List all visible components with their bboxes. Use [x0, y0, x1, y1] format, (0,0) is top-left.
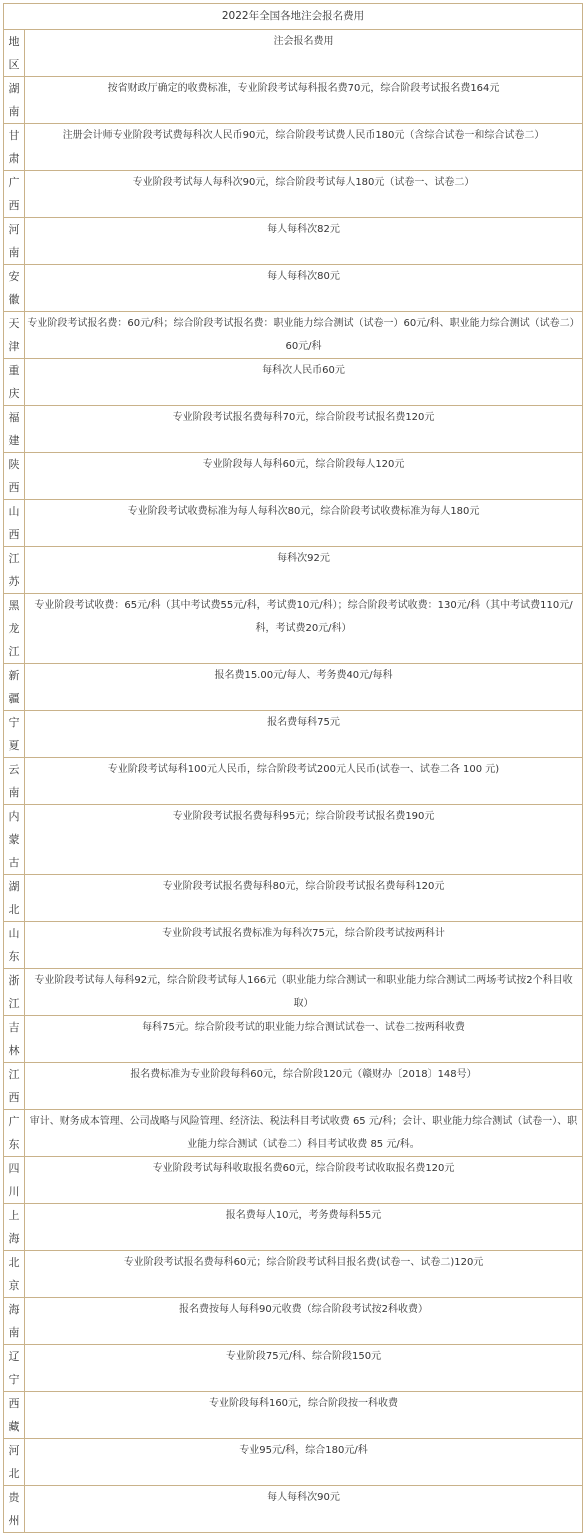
region-cell: 江西: [4, 1063, 25, 1110]
fee-cell: 报名费按每人每科90元收费（综合阶段考试按2科收费）: [25, 1298, 583, 1345]
region-cell: 辽宁: [4, 1345, 25, 1392]
region-cell: 黑龙江: [4, 594, 25, 664]
fee-cell: 报名费每人10元，考务费每科55元: [25, 1204, 583, 1251]
table-row: [4, 1110, 583, 1157]
region-cell: 云南: [4, 758, 25, 805]
fee-cell: 审计、财务成本管理、公司战略与风险管理、经济法、税法科目考试收费 65 元/科；会计、职业能力综合测试（试卷一）、职业能力综合测试（试卷二）科目考试收费 85 元/科。: [25, 1110, 583, 1157]
fee-cell: 专业阶段考试收费：65元/科（其中考试费55元/科，考试费10元/科）；综合阶段考试收费：130元/科（其中考试费110元/科，考试费20元/科）: [25, 594, 583, 664]
table-row: [4, 875, 583, 922]
table-row: [4, 922, 583, 969]
table-row: [4, 265, 583, 312]
region-cell: 浙江: [4, 969, 25, 1016]
fee-cell: 每人每科次90元: [25, 1486, 583, 1533]
region-cell: 西藏: [4, 1392, 25, 1439]
table-row: [4, 1392, 583, 1439]
header-row: [4, 30, 583, 77]
table-row: [4, 547, 583, 594]
fee-cell: 报名费15.00元/每人、考务费40元/每科: [25, 664, 583, 711]
fee-cell: 专业阶段每科160元，综合阶段按一科收费: [25, 1392, 583, 1439]
region-cell: 四川: [4, 1157, 25, 1204]
table-row: [4, 77, 583, 124]
fee-cell: 每科次92元: [25, 547, 583, 594]
region-cell: 河北: [4, 1439, 25, 1486]
table-row: [4, 406, 583, 453]
region-cell: 吉林: [4, 1016, 25, 1063]
region-cell: 北京: [4, 1251, 25, 1298]
table-row: [4, 1439, 583, 1486]
fee-cell: 专业阶段考试每科100元人民币，综合阶段考试200元人民币(试卷一、试卷二各 100 元): [25, 758, 583, 805]
fee-cell: 专业阶段考试报名费每科80元，综合阶段考试报名费每科120元: [25, 875, 583, 922]
region-cell: 广东: [4, 1110, 25, 1157]
region-cell: 陕西: [4, 453, 25, 500]
table-row: [4, 218, 583, 265]
region-cell: 天津: [4, 312, 25, 359]
region-cell: 福建: [4, 406, 25, 453]
table-row: [4, 805, 583, 875]
fee-table: [3, 3, 583, 1533]
header-region: 地区: [4, 30, 25, 77]
fee-cell: 报名费标准为专业阶段每科60元，综合阶段120元（赣财办〔2018〕148号）: [25, 1063, 583, 1110]
table-row: [4, 1486, 583, 1533]
table-row: [4, 171, 583, 218]
table-row: [4, 594, 583, 664]
region-cell: 重庆: [4, 359, 25, 406]
table-row: [4, 1063, 583, 1110]
region-cell: 甘肃: [4, 124, 25, 171]
table-row: [4, 359, 583, 406]
region-cell: 湖北: [4, 875, 25, 922]
fee-cell: 专业阶段考试报名费每科95元；综合阶段考试报名费190元: [25, 805, 583, 875]
region-cell: 新疆: [4, 664, 25, 711]
table-row: [4, 124, 583, 171]
title-row: [4, 4, 583, 30]
fee-cell: 专业阶段考试报名费标准为每科次75元，综合阶段考试按两科计: [25, 922, 583, 969]
fee-cell: 专业阶段考试报名费每科70元，综合阶段考试报名费120元: [25, 406, 583, 453]
table-row: [4, 500, 583, 547]
table-row: [4, 1345, 583, 1392]
table-row: [4, 453, 583, 500]
region-cell: 湖南: [4, 77, 25, 124]
region-cell: 海南: [4, 1298, 25, 1345]
fee-cell: 按省财政厅确定的收费标准，专业阶段考试每科报名费70元，综合阶段考试报名费164元: [25, 77, 583, 124]
table-row: [4, 1016, 583, 1063]
table-title: 2022年全国各地注会报名费用: [4, 4, 583, 30]
table-row: [4, 1298, 583, 1345]
table-row: [4, 711, 583, 758]
fee-cell: 报名费每科75元: [25, 711, 583, 758]
fee-cell: 每人每科次82元: [25, 218, 583, 265]
region-cell: 贵州: [4, 1486, 25, 1533]
region-cell: 宁夏: [4, 711, 25, 758]
header-fee: 注会报名费用: [25, 30, 583, 77]
fee-cell: 每科75元。综合阶段考试的职业能力综合测试试卷一、试卷二按两科收费: [25, 1016, 583, 1063]
fee-cell: 专业阶段考试收费标准为每人每科次80元，综合阶段考试收费标准为每人180元: [25, 500, 583, 547]
region-cell: 上海: [4, 1204, 25, 1251]
table-row: [4, 1157, 583, 1204]
region-cell: 山西: [4, 500, 25, 547]
fee-table-body: [4, 4, 583, 1533]
region-cell: 山东: [4, 922, 25, 969]
fee-cell: 专业阶段考试每科收取报名费60元，综合阶段考试收取报名费120元: [25, 1157, 583, 1204]
fee-cell: 专业95元/科，综合180元/科: [25, 1439, 583, 1486]
region-cell: 河南: [4, 218, 25, 265]
region-cell: 广西: [4, 171, 25, 218]
table-row: [4, 312, 583, 359]
fee-cell: 专业阶段考试每人每科92元，综合阶段考试每人166元（职业能力综合测试一和职业能力综合测试二两场考试按2个科目收取）: [25, 969, 583, 1016]
table-row: [4, 1204, 583, 1251]
table-row: [4, 1251, 583, 1298]
region-cell: 安徽: [4, 265, 25, 312]
table-row: [4, 969, 583, 1016]
fee-cell: 专业阶段每人每科60元，综合阶段每人120元: [25, 453, 583, 500]
fee-table-container: [3, 3, 583, 1533]
fee-cell: 注册会计师专业阶段考试费每科次人民币90元，综合阶段考试费人民币180元（含综合试卷一和综合试卷二）: [25, 124, 583, 171]
table-row: [4, 758, 583, 805]
fee-cell: 每科次人民币60元: [25, 359, 583, 406]
fee-cell: 专业阶段考试报名费每科60元；综合阶段考试科目报名费(试卷一、试卷二)120元: [25, 1251, 583, 1298]
table-row: [4, 664, 583, 711]
fee-cell: 专业阶段考试报名费：60元/科；综合阶段考试报名费：职业能力综合测试（试卷一）60元/科、职业能力综合测试（试卷二）60元/科: [25, 312, 583, 359]
region-cell: 内蒙古: [4, 805, 25, 875]
region-cell: 江苏: [4, 547, 25, 594]
fee-cell: 每人每科次80元: [25, 265, 583, 312]
fee-cell: 专业阶段75元/科、综合阶段150元: [25, 1345, 583, 1392]
fee-cell: 专业阶段考试每人每科次90元，综合阶段考试每人180元（试卷一、试卷二）: [25, 171, 583, 218]
